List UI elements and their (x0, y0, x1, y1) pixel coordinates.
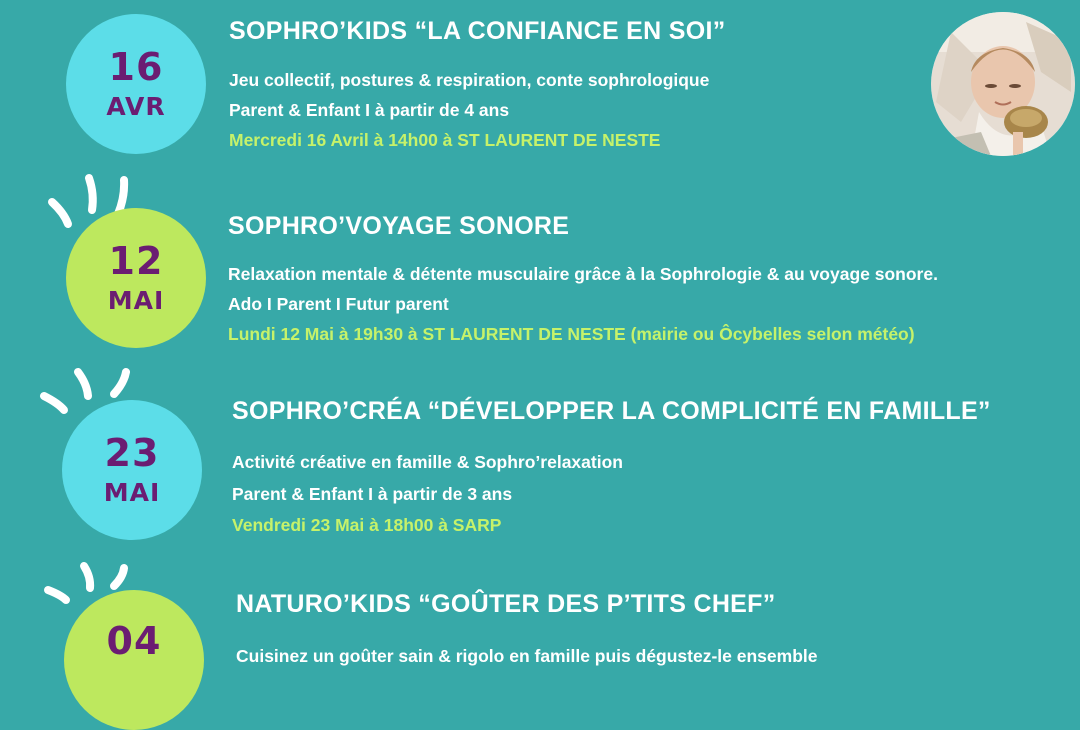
event-title: NATURO’KIDS “GOÛTER DES P’TITS CHEF” (236, 590, 776, 618)
date-month: AVR (106, 91, 166, 121)
date-month: MAI (107, 285, 165, 315)
ray-stroke (114, 568, 124, 586)
event-when: Mercredi 16 Avril à 14h00 à ST LAURENT DE NESTE (229, 130, 661, 150)
ray-stroke (78, 372, 88, 396)
ray-stroke (89, 178, 93, 210)
event-title: SOPHRO’CRÉA “DÉVELOPPER LA COMPLICITÉ EN FAMILLE” (232, 397, 991, 425)
ray-stroke (52, 202, 68, 224)
event-description: Cuisinez un goûter sain & rigolo en famille puis dégustez-le ensemble (236, 646, 818, 666)
ray-stroke (84, 566, 90, 588)
date-day: 04 (106, 619, 162, 664)
date-badge (66, 208, 206, 348)
date-badge (66, 14, 206, 154)
date-month: MAI (103, 477, 161, 507)
date-day: 16 (108, 44, 164, 89)
date-day: 23 (104, 430, 160, 475)
event-audience: Ado I Parent I Futur parent (228, 294, 449, 314)
ray-stroke (48, 590, 66, 600)
event-description: Relaxation mentale & détente musculaire grâce à la Sophrologie & au voyage sonore. (228, 264, 938, 284)
event-description: Jeu collectif, postures & respiration, conte sophrologique (229, 70, 710, 90)
event-description: Activité créative en famille & Sophro’relaxation (232, 452, 623, 472)
event-title: SOPHRO’KIDS “LA CONFIANCE EN SOI” (229, 17, 726, 45)
date-badge (62, 400, 202, 540)
event-when: Vendredi 23 Mai à 18h00 à SARP (232, 515, 502, 535)
date-badge (64, 590, 204, 730)
event-audience: Parent & Enfant I à partir de 3 ans (232, 484, 513, 504)
event-audience: Parent & Enfant I à partir de 4 ans (229, 100, 510, 120)
ray-stroke (44, 396, 64, 410)
event-title: SOPHRO’VOYAGE SONORE (228, 212, 570, 240)
ray-stroke (114, 372, 126, 394)
event-when: Lundi 12 Mai à 19h30 à ST LAURENT DE NESTE (mairie ou Ôcybelles selon météo) (228, 324, 915, 344)
date-day: 12 (108, 238, 164, 283)
